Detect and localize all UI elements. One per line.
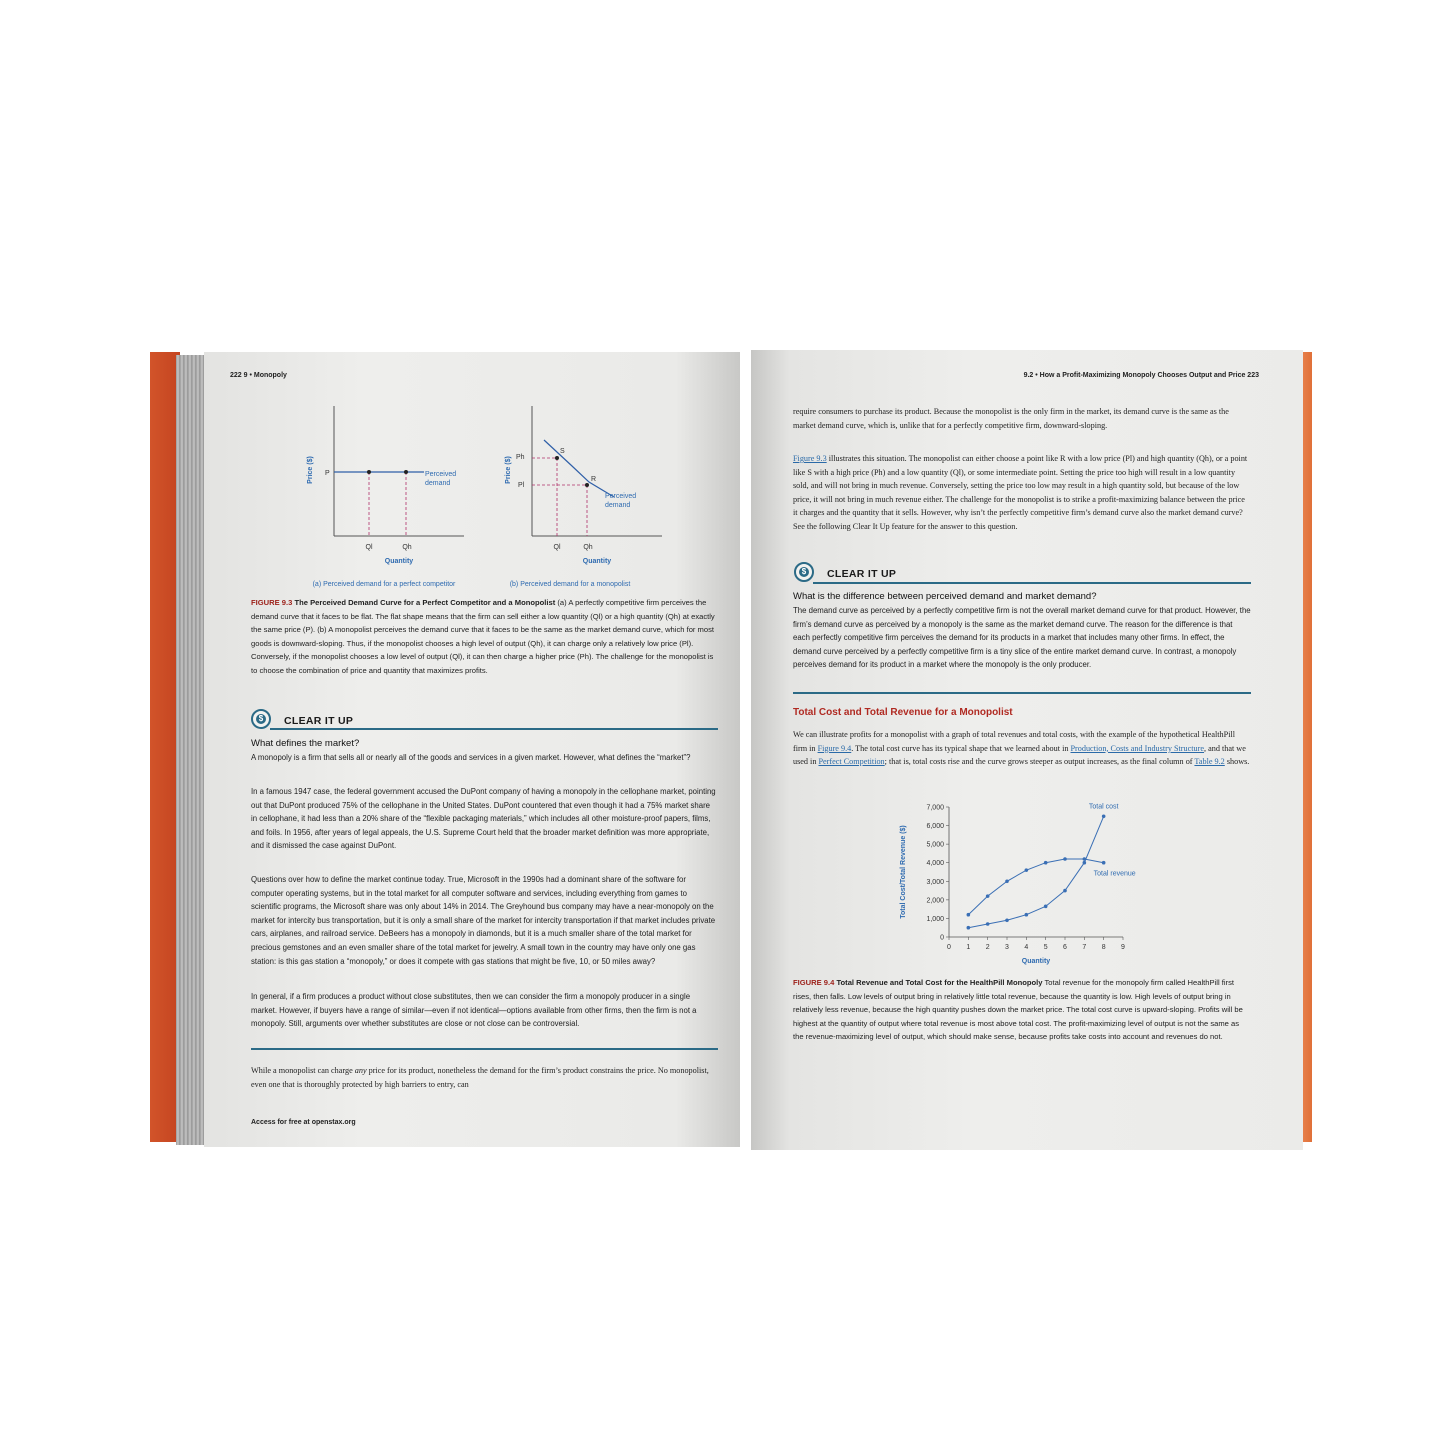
clear-it-up-top-rule (813, 582, 1251, 584)
right-page-header: 9.2 • How a Profit-Maximizing Monopoly Chooses Output and Price 223 (1023, 372, 1259, 379)
series-label: Total revenue (1093, 870, 1136, 878)
chart-b-subcaption: (b) Perceived demand for a monopolist (509, 581, 631, 588)
clear-it-up-icon: $ (251, 709, 271, 729)
clear-it-up-bottom-rule (793, 692, 1251, 694)
page-edges (176, 355, 206, 1145)
left-page-header: 222 9 • Monopoly (230, 372, 287, 379)
clear-it-up-bottom-rule (251, 1048, 718, 1050)
x-axis-label: Quantity (1021, 958, 1051, 965)
x-tick-label: 3 (1005, 944, 1009, 951)
body-text-part: While a monopolist can charge (251, 1066, 355, 1075)
data-point (1044, 905, 1048, 909)
x-tick-label: 8 (1101, 944, 1106, 951)
chart-a-curve-label-2: demand (425, 480, 451, 487)
chart-b-curve-label-2: demand (605, 502, 631, 509)
chart-b-point-s (555, 456, 559, 460)
section-heading: Total Cost and Total Revenue for a Monopolist (793, 707, 1013, 718)
section-text: . The total cost curve has its typical shape that we learned about in (851, 743, 1071, 753)
perfect-competition-link[interactable]: Perfect Competition (818, 757, 885, 767)
chart-b-s-label: S (560, 448, 565, 455)
right-paragraph-2-text: illustrates this situation. The monopolist can either choose a point like R with a low price (Pl) and high quantity (Qh), or a point like S with a high price (Ph) and a low quantity (Ql), or some intermediate point. Setting the price too high will result in a low quantity sold, and will not bring in much revenue. Conversely, setting the price too low may result in a high quantity sold, but because of the low price, it will not bring in much revenue either. The challenge for the monopolist is to strike a profit-maximizing balance between the price it charges and the quantity that it sells. However, why isn’t the perfectly competitive firm’s demand curve also the market demand curve? See the following Clear It Up feature for the answer to this question. (793, 454, 1248, 531)
data-point (1005, 879, 1009, 883)
body-text-emphasis: any (354, 1066, 367, 1075)
figure-text: Total revenue for the monopoly firm called HealthPill first rises, then falls. Low levels of output bring in relatively little total revenue, because the quantity is low. High levels of output bring in relatively less revenue, because the high quantity pushes down the market price. The total cost curve is upward-sloping. Profits will be highest at the quantity of output where total revenue is most above total cost. The profit-maximizing level of output is not the same as the revenue-maximizing level of output, which should make sense, because profits take costs into account and revenues do not. (793, 978, 1243, 1042)
y-tick-label: 2,000 (926, 897, 944, 905)
chart-a-curve-label-1: Perceived (425, 471, 457, 478)
data-point (986, 894, 990, 898)
data-point (1102, 861, 1106, 865)
series-line-0 (968, 816, 1103, 927)
section-text: ; that is, total costs rise and the curve grows steeper as output increases, as the final column of (884, 757, 1195, 767)
clear-it-up-text: The demand curve as perceived by a perfectly competitive firm is not the overall market demand curve for that product. However, the firm’s demand curve as perceived by a monopoly is the same as the market demand curve. The reason for the difference is that each perfectly competitive firm perceives the demand for its products in a market that includes many other firms. In effect, the demand curve perceived by a perfectly competitive firm is a tiny slice of the entire market demand curve. In contrast, a monopoly perceives demand for its product in a market where the monopoly is the only producer. (793, 606, 1251, 670)
right-page (751, 350, 1303, 1150)
left-page (204, 352, 740, 1147)
table-9-2-link[interactable]: Table 9.2 (1194, 757, 1225, 767)
production-costs-link[interactable]: Production, Costs and Industry Structure (1070, 743, 1204, 753)
chart-a-point-qh (404, 470, 408, 474)
data-point (1063, 889, 1067, 893)
chart-b-ylabel: Price ($) (505, 456, 512, 484)
chart-a (307, 406, 464, 588)
x-tick-label: 1 (966, 944, 971, 951)
figure-9-4-caption (793, 976, 1251, 1044)
figure-title: The Perceived Demand Curve for a Perfect Competitor and a Monopolist (292, 598, 556, 607)
y-tick-label: 4,000 (926, 860, 944, 868)
chart-a-point-ql (367, 470, 371, 474)
chart-b-r-label: R (591, 476, 597, 483)
figure-9-3-diagrams (204, 392, 740, 592)
chart-a-xlabel: Quantity (384, 558, 414, 565)
x-tick-label: 4 (1024, 944, 1029, 951)
y-tick-label: 7,000 (926, 804, 944, 812)
data-point (1005, 918, 1009, 922)
data-point (986, 922, 990, 926)
right-paragraph-1: require consumers to purchase its product. Because the monopolist is the only firm in the market, its demand curve is the same as the market demand curve, which is, unlike that for a perfectly competitive firm, downward-sloping. (793, 407, 1229, 430)
chart-b-pl-label: Pl (518, 482, 525, 489)
x-tick-label: 2 (985, 944, 990, 951)
figure-9-3-caption (251, 596, 716, 678)
clear-it-up-title: CLEAR IT UP (284, 715, 354, 727)
chart-a-price-label: P (325, 470, 330, 477)
clear-it-up-paragraph-1: In a famous 1947 case, the federal government accused the DuPont company of having a monopoly in the cellophane market, pointing out that DuPont produced 75% of the cellophane in the United States. DuPont countered that even though it had a 75% market share in cellophane, it had less than a 20% share of the “flexible packaging materials,” which includes all other moisture-proof papers, films, and foils. In 1956, after years of legal appeals, the U.S. Supreme Court held that the broader market definition was more appropriate, and it dismissed the case against DuPont. (251, 787, 716, 851)
y-tick-label: 3,000 (926, 878, 944, 886)
section-text: shows. (1224, 757, 1250, 767)
data-point (1025, 913, 1029, 917)
y-tick-label: 1,000 (926, 915, 944, 923)
series-label: Total cost (1088, 803, 1119, 811)
body-text-part: price for its product, nonetheless the demand for the firm’s product constrains the price. No monopolist, even one that is thoroughly protected by high barriers to entry, can (251, 1066, 709, 1089)
series-line-1 (968, 859, 1103, 915)
chart-b-ph-label: Ph (516, 454, 525, 461)
figure-9-4-link[interactable]: Figure 9.4 (817, 743, 852, 753)
x-tick-label: 7 (1082, 944, 1087, 951)
y-tick-label: 6,000 (926, 823, 944, 831)
chart-b-xlabel: Quantity (582, 558, 612, 565)
y-tick-label: 0 (940, 934, 944, 942)
data-point (1083, 857, 1087, 861)
clear-it-up-paragraph-3: In general, if a firm produces a product without close substitutes, then we can consider the firm a monopoly producer in a single market. However, if buyers have a range of similar—even if not identical—options available from other firms, then the firm is not a monopoly. Still, arguments over whether substitutes are close or not close can be controversial. (251, 992, 697, 1029)
left-body-text (251, 1064, 716, 1091)
x-tick-label: 0 (947, 944, 951, 951)
chart-b-ql-label: Ql (553, 544, 561, 551)
chart-b-point-r (585, 483, 589, 487)
chart-a-subcaption: (a) Perceived demand for a perfect competitor (312, 581, 456, 588)
section-text: , and that we used in (793, 743, 1246, 767)
chart-a-ql-label: Ql (365, 544, 373, 551)
chart-a-qh-label: Qh (402, 544, 412, 551)
data-point (1063, 857, 1067, 861)
figure-9-3-link[interactable]: Figure 9.3 (793, 454, 827, 463)
x-tick-label: 5 (1043, 944, 1048, 951)
section-paragraph (793, 728, 1251, 769)
chart-b-qh-label: Qh (583, 544, 593, 551)
right-paragraph-2 (793, 452, 1251, 534)
chart-b-curve-label-1: Perceived (605, 493, 637, 500)
figure-label: FIGURE 9.3 (251, 598, 293, 607)
figure-title: Total Revenue and Total Cost for the HealthPill Monopoly (834, 978, 1043, 987)
figure-text: (a) A perfectly competitive firm perceives the demand curve that it faces to be flat. The flat shape means that the firm can sell either a low quantity (Ql) or a high quantity (Qh) at exactly the same price (P). (b) A monopolist perceives the demand curve that it faces to be the same as the market demand curve, which for most goods is downward-sloping. Thus, if the monopolist chooses a high level of output (Qh), it can charge only a relatively low price (Pl). Conversely, if the monopolist chooses a low level of output (Ql), it can then charge a higher price (Ph). The challenge for the monopolist is to choose the combination of price and quantity that maximizes profits. (251, 598, 715, 675)
x-tick-label: 6 (1063, 944, 1067, 951)
chart-b-demand-curve (544, 440, 614, 497)
clear-it-up-question: What is the difference between perceived demand and market demand? (793, 591, 1097, 602)
chart-b (505, 406, 662, 588)
clear-it-up-question: What defines the market? (251, 738, 360, 749)
left-page-footer: Access for free at openstax.org (251, 1119, 356, 1126)
clear-it-up-paragraph-2: Questions over how to define the market continue today. True, Microsoft in the 1990s had a dominant share of the software for computer operating systems, but in the total market for all computer software and services, including everything from games to scientific programs, the Microsoft share was only about 14% in 2014. The Greyhound bus company may have a near-monopoly on the market for intercity bus transportation, but it is only a small share of the market for intercity transportation if that market includes private cars, airplanes, and railroad service. DeBeers has a monopoly in diamonds, but it is a much smaller share of the total market for precious gemstones and an even smaller share of the total market for jewelry. A small town in the country may have only one gas station: is this gas station a “monopoly,” or does it compete with gas stations that might be five, 10, or 50 miles away? (251, 875, 716, 966)
section-text: We can illustrate profits for a monopolist with a graph of total revenues and total costs, with the example of the hypothetical HealthPill firm in (793, 730, 1236, 753)
clear-it-up-top-rule (270, 728, 718, 730)
y-tick-label: 5,000 (926, 841, 944, 849)
data-point (967, 926, 971, 930)
figure-9-4-chart (891, 795, 1151, 975)
data-point (1044, 861, 1048, 865)
data-point (1025, 868, 1029, 872)
data-point (1102, 814, 1106, 818)
clear-it-up-icon: $ (794, 562, 814, 582)
data-point (967, 913, 971, 917)
data-point (1083, 861, 1087, 865)
y-axis-label: Total Cost/Total Revenue ($) (900, 825, 907, 919)
clear-it-up-title: CLEAR IT UP (827, 568, 897, 580)
figure-label: FIGURE 9.4 (793, 978, 835, 987)
x-tick-label: 9 (1121, 944, 1125, 951)
clear-it-up-intro: A monopoly is a firm that sells all or nearly all of the goods and services in a given market. However, what defines the “market”? (251, 753, 691, 762)
chart-a-ylabel: Price ($) (307, 456, 314, 484)
